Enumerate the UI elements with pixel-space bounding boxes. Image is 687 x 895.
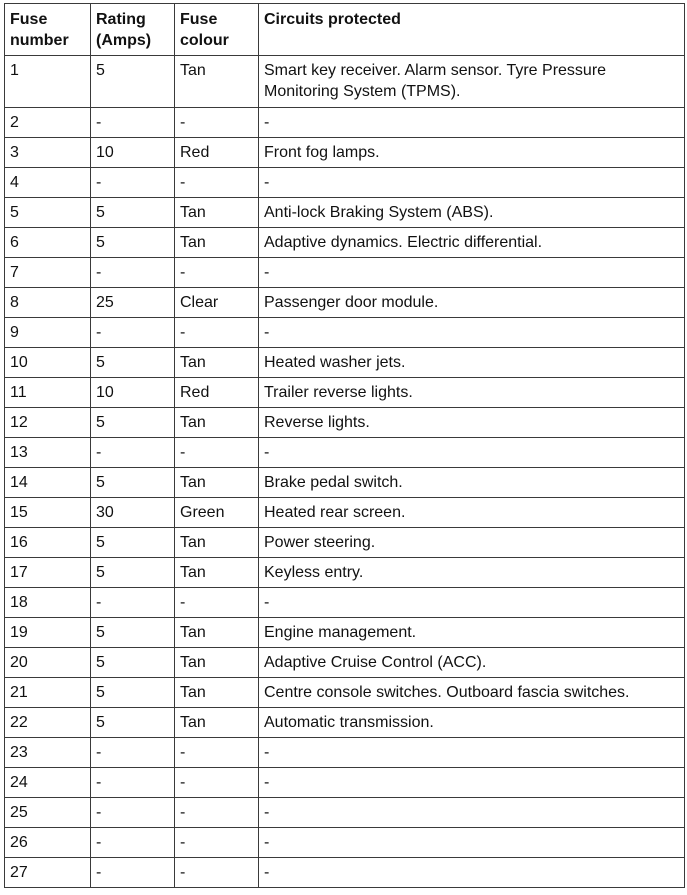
cell-circuits: Smart key receiver. Alarm sensor. Tyre Pressure Monitoring System (TPMS). — [259, 56, 685, 108]
cell-rating: 5 — [91, 678, 175, 708]
table-row — [5, 288, 685, 318]
cell-fuse-number: 24 — [5, 768, 91, 798]
table-row — [5, 678, 685, 708]
cell-circuits: Centre console switches. Outboard fascia switches. — [259, 678, 685, 708]
cell-fuse-number: 23 — [5, 738, 91, 768]
cell-fuse-number: 22 — [5, 708, 91, 738]
cell-fuse-colour: Red — [175, 138, 259, 168]
cell-circuits: - — [259, 318, 685, 348]
cell-rating: 10 — [91, 378, 175, 408]
cell-circuits: Power steering. — [259, 528, 685, 558]
table-row — [5, 498, 685, 528]
cell-fuse-number: 18 — [5, 588, 91, 618]
table-row — [5, 108, 685, 138]
cell-fuse-colour: - — [175, 828, 259, 858]
cell-rating: 5 — [91, 528, 175, 558]
cell-fuse-number: 26 — [5, 828, 91, 858]
cell-rating: 5 — [91, 408, 175, 438]
cell-circuits: - — [259, 168, 685, 198]
table-row — [5, 258, 685, 288]
cell-fuse-number: 19 — [5, 618, 91, 648]
cell-circuits: Reverse lights. — [259, 408, 685, 438]
cell-rating: 30 — [91, 498, 175, 528]
cell-fuse-number: 8 — [5, 288, 91, 318]
cell-fuse-number: 7 — [5, 258, 91, 288]
cell-fuse-colour: Tan — [175, 408, 259, 438]
cell-fuse-colour: Tan — [175, 198, 259, 228]
fuse-table — [4, 3, 685, 888]
cell-circuits: - — [259, 738, 685, 768]
cell-circuits: Adaptive dynamics. Electric differential. — [259, 228, 685, 258]
cell-rating: 5 — [91, 708, 175, 738]
table-row — [5, 588, 685, 618]
cell-fuse-colour: - — [175, 438, 259, 468]
cell-rating: - — [91, 738, 175, 768]
cell-fuse-colour: Green — [175, 498, 259, 528]
table-row — [5, 528, 685, 558]
cell-rating: - — [91, 828, 175, 858]
header-fuse-colour: Fuse colour — [175, 4, 259, 56]
cell-rating: - — [91, 588, 175, 618]
cell-circuits: Trailer reverse lights. — [259, 378, 685, 408]
cell-fuse-colour: - — [175, 168, 259, 198]
table-row — [5, 348, 685, 378]
cell-fuse-number: 20 — [5, 648, 91, 678]
cell-circuits: - — [259, 798, 685, 828]
cell-fuse-number: 27 — [5, 858, 91, 888]
cell-fuse-colour: - — [175, 258, 259, 288]
cell-fuse-colour: Tan — [175, 678, 259, 708]
table-row — [5, 468, 685, 498]
cell-circuits: - — [259, 858, 685, 888]
cell-fuse-number: 6 — [5, 228, 91, 258]
cell-fuse-colour: Tan — [175, 528, 259, 558]
cell-rating: - — [91, 318, 175, 348]
cell-circuits: - — [259, 828, 685, 858]
cell-circuits: Heated rear screen. — [259, 498, 685, 528]
cell-fuse-colour: - — [175, 108, 259, 138]
cell-fuse-colour: Tan — [175, 648, 259, 678]
cell-circuits: Anti-lock Braking System (ABS). — [259, 198, 685, 228]
cell-fuse-colour: Clear — [175, 288, 259, 318]
cell-fuse-colour: - — [175, 768, 259, 798]
cell-rating: - — [91, 438, 175, 468]
cell-rating: - — [91, 858, 175, 888]
table-row — [5, 798, 685, 828]
cell-rating: 25 — [91, 288, 175, 318]
cell-circuits: Adaptive Cruise Control (ACC). — [259, 648, 685, 678]
cell-circuits: Automatic transmission. — [259, 708, 685, 738]
cell-fuse-number: 21 — [5, 678, 91, 708]
cell-rating: 5 — [91, 228, 175, 258]
table-row — [5, 378, 685, 408]
table-row — [5, 168, 685, 198]
cell-fuse-colour: Tan — [175, 468, 259, 498]
cell-fuse-number: 5 — [5, 198, 91, 228]
cell-circuits: Brake pedal switch. — [259, 468, 685, 498]
table-row — [5, 318, 685, 348]
header-fuse-number: Fuse number — [5, 4, 91, 56]
cell-fuse-number: 14 — [5, 468, 91, 498]
cell-circuits: Passenger door module. — [259, 288, 685, 318]
cell-fuse-number: 10 — [5, 348, 91, 378]
cell-fuse-number: 2 — [5, 108, 91, 138]
cell-circuits: Heated washer jets. — [259, 348, 685, 378]
cell-fuse-number: 13 — [5, 438, 91, 468]
cell-fuse-number: 16 — [5, 528, 91, 558]
cell-fuse-colour: Tan — [175, 56, 259, 108]
table-row — [5, 768, 685, 798]
header-circuits-protected: Circuits protected — [259, 4, 685, 56]
cell-rating: - — [91, 168, 175, 198]
cell-fuse-colour: - — [175, 858, 259, 888]
table-row — [5, 56, 685, 108]
cell-rating: 5 — [91, 348, 175, 378]
cell-circuits: - — [259, 108, 685, 138]
table-row — [5, 618, 685, 648]
table-row — [5, 228, 685, 258]
cell-fuse-number: 1 — [5, 56, 91, 108]
cell-fuse-number: 12 — [5, 408, 91, 438]
cell-fuse-number: 17 — [5, 558, 91, 588]
cell-circuits: Engine management. — [259, 618, 685, 648]
table-row — [5, 138, 685, 168]
cell-fuse-colour: Tan — [175, 228, 259, 258]
cell-fuse-number: 4 — [5, 168, 91, 198]
cell-fuse-colour: - — [175, 798, 259, 828]
cell-fuse-number: 11 — [5, 378, 91, 408]
cell-rating: 5 — [91, 56, 175, 108]
cell-rating: - — [91, 768, 175, 798]
table-row — [5, 858, 685, 888]
cell-fuse-number: 3 — [5, 138, 91, 168]
table-row — [5, 738, 685, 768]
cell-fuse-colour: Tan — [175, 558, 259, 588]
cell-fuse-colour: Tan — [175, 618, 259, 648]
cell-rating: - — [91, 798, 175, 828]
cell-fuse-number: 9 — [5, 318, 91, 348]
table-row — [5, 708, 685, 738]
cell-fuse-colour: Tan — [175, 708, 259, 738]
cell-rating: 5 — [91, 198, 175, 228]
cell-circuits: - — [259, 258, 685, 288]
table-row — [5, 648, 685, 678]
table-row — [5, 828, 685, 858]
cell-circuits: - — [259, 438, 685, 468]
cell-rating: 10 — [91, 138, 175, 168]
cell-fuse-number: 25 — [5, 798, 91, 828]
cell-rating: 5 — [91, 558, 175, 588]
cell-rating: 5 — [91, 618, 175, 648]
table-row — [5, 438, 685, 468]
cell-fuse-colour: Red — [175, 378, 259, 408]
cell-fuse-colour: - — [175, 588, 259, 618]
cell-fuse-colour: - — [175, 318, 259, 348]
table-row — [5, 198, 685, 228]
table-row — [5, 408, 685, 438]
cell-circuits: - — [259, 588, 685, 618]
cell-fuse-colour: - — [175, 738, 259, 768]
table-header-row — [5, 4, 685, 56]
cell-circuits: Front fog lamps. — [259, 138, 685, 168]
cell-rating: - — [91, 108, 175, 138]
cell-rating: - — [91, 258, 175, 288]
header-rating: Rating (Amps) — [91, 4, 175, 56]
cell-rating: 5 — [91, 648, 175, 678]
cell-fuse-colour: Tan — [175, 348, 259, 378]
cell-rating: 5 — [91, 468, 175, 498]
cell-circuits: Keyless entry. — [259, 558, 685, 588]
table-row — [5, 558, 685, 588]
cell-fuse-number: 15 — [5, 498, 91, 528]
cell-circuits: - — [259, 768, 685, 798]
